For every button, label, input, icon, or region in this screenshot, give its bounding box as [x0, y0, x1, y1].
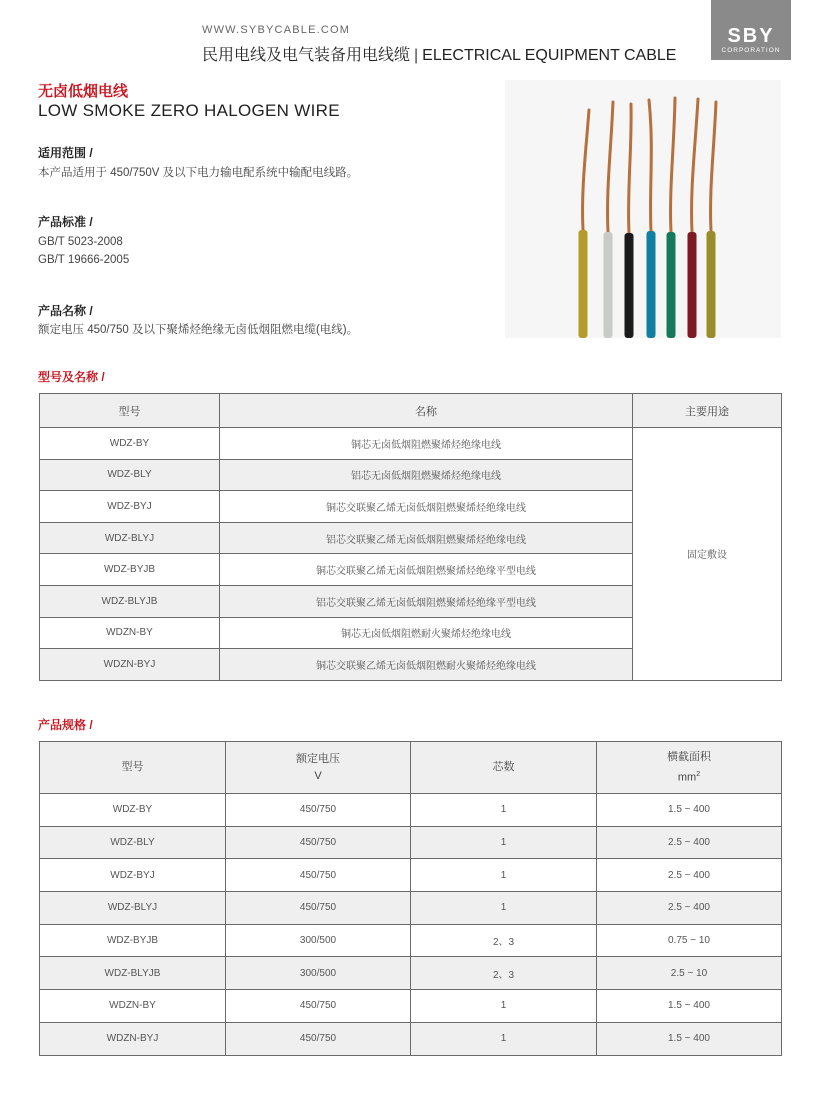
model-cell: WDZ-BYJ	[40, 859, 226, 892]
cores-cell: 2、3	[411, 924, 597, 957]
logo-corporation: CORPORATION	[721, 47, 781, 54]
model-cell: WDZ-BYJB	[40, 554, 220, 586]
model-cell: WDZN-BYJ	[40, 649, 220, 681]
voltage-cell: 450/750	[226, 892, 411, 925]
area-cell: 2.5 ~ 400	[597, 892, 782, 925]
product-title-en: LOW SMOKE ZERO HALOGEN WIRE	[38, 101, 340, 120]
wire-insulation	[647, 231, 656, 338]
wire-insulation	[579, 230, 588, 338]
column-header-cores: 芯数	[411, 742, 597, 794]
logo-mark: SBY	[727, 25, 775, 47]
table-row	[40, 990, 782, 1023]
title-separator: |	[414, 47, 419, 64]
cores-cell: 1	[411, 1022, 597, 1055]
scope-heading: 适用范围 /	[38, 146, 93, 160]
cores-cell: 1	[411, 892, 597, 925]
area-cell: 2.5 ~ 400	[597, 826, 782, 859]
model-cell: WDZN-BY	[40, 617, 220, 649]
voltage-cell: 300/500	[226, 957, 411, 990]
area-cell: 2.5 ~ 400	[597, 859, 782, 892]
product-title-cn: 无卤低烟电线	[38, 83, 129, 100]
model-cell: WDZ-BLY	[40, 826, 226, 859]
table-row	[40, 826, 782, 859]
voltage-label: 额定电压	[296, 752, 340, 765]
name-cell: 铝芯无卤低烟阻燃聚烯烃绝缘电线	[220, 459, 633, 491]
standard-heading: 产品标准 /	[38, 215, 93, 229]
name-cell: 铝芯交联聚乙烯无卤低烟阻燃聚烯烃绝缘电线	[220, 522, 633, 554]
area-cell: 1.5 ~ 400	[597, 1022, 782, 1055]
voltage-unit: V	[314, 769, 322, 782]
scope-text: 本产品适用于 450/750V 及以下电力输电配系统中输配电线路。	[38, 167, 359, 179]
specs-heading: 产品规格 /	[38, 718, 93, 732]
voltage-cell: 450/750	[226, 990, 411, 1023]
model-cell: WDZN-BYJ	[40, 1022, 226, 1055]
models-heading: 型号及名称 /	[38, 370, 105, 384]
table-row	[40, 428, 782, 460]
area-cell: 1.5 ~ 400	[597, 990, 782, 1023]
name-cell: 铜芯无卤低烟阻燃聚烯烃绝缘电线	[220, 428, 633, 460]
area-cell: 2.5 ~ 10	[597, 957, 782, 990]
column-header-voltage	[226, 742, 411, 794]
name-cell: 铝芯交联聚乙烯无卤低烟阻燃聚烯烃绝缘平型电线	[220, 585, 633, 617]
table-row	[40, 892, 782, 925]
wire-illustration	[505, 80, 781, 338]
product-name-heading: 产品名称 /	[38, 304, 93, 318]
name-cell: 铜芯无卤低烟阻燃耐火聚烯烃绝缘电线	[220, 617, 633, 649]
model-cell: WDZ-BYJB	[40, 924, 226, 957]
model-cell: WDZ-BLY	[40, 459, 220, 491]
column-header-model: 型号	[40, 394, 220, 428]
table-row	[40, 924, 782, 957]
wire-insulation	[604, 232, 613, 338]
model-cell: WDZ-BY	[40, 428, 220, 460]
column-header-model: 型号	[40, 742, 226, 794]
catalog-title-en: ELECTRICAL EQUIPMENT CABLE	[422, 47, 677, 64]
copper-conductor	[583, 110, 589, 230]
product-name-text: 额定电压 450/750 及以下聚烯烃绝缘无卤低烟阻燃电缆(电线)。	[38, 324, 359, 336]
copper-conductor	[711, 102, 716, 231]
model-cell: WDZ-BLYJB	[40, 957, 226, 990]
area-label: 横截面积	[667, 750, 711, 763]
standard-item: GB/T 19666-2005	[38, 254, 130, 266]
voltage-cell: 300/500	[226, 924, 411, 957]
copper-conductor	[649, 100, 651, 231]
model-cell: WDZ-BLYJB	[40, 585, 220, 617]
table-row	[40, 794, 782, 827]
table-header-row	[40, 394, 782, 428]
copper-conductor	[692, 99, 698, 232]
model-cell: WDZ-BY	[40, 794, 226, 827]
voltage-cell: 450/750	[226, 794, 411, 827]
catalog-title-cn: 民用电线及电气装备用电线缆	[202, 47, 411, 64]
column-header-name: 名称	[220, 394, 633, 428]
cores-cell: 1	[411, 990, 597, 1023]
standard-item: GB/T 5023-2008	[38, 236, 123, 248]
model-cell: WDZ-BYJ	[40, 491, 220, 523]
area-cell: 1.5 ~ 400	[597, 794, 782, 827]
table-row	[40, 859, 782, 892]
wire-insulation	[707, 231, 716, 338]
table-row	[40, 1022, 782, 1055]
cores-cell: 1	[411, 859, 597, 892]
table-header-row	[40, 742, 782, 794]
cores-cell: 1	[411, 826, 597, 859]
copper-conductor	[671, 98, 675, 232]
specs-table-body	[40, 794, 782, 1056]
table-row	[40, 957, 782, 990]
copper-conductor	[629, 104, 632, 233]
catalog-section-title	[202, 42, 676, 65]
specs-table	[39, 741, 782, 1056]
model-cell: WDZN-BY	[40, 990, 226, 1023]
company-logo	[711, 0, 791, 60]
column-header-area	[597, 742, 782, 794]
area-unit-exponent: 2	[696, 770, 701, 778]
name-cell: 铜芯交联聚乙烯无卤低烟阻燃耐火聚烯烃绝缘电线	[220, 649, 633, 681]
models-table	[39, 393, 782, 681]
wire-insulation	[625, 233, 634, 338]
voltage-cell: 450/750	[226, 859, 411, 892]
usage-cell: 固定敷设	[633, 428, 782, 681]
area-cell: 0.75 ~ 10	[597, 924, 782, 957]
model-cell: WDZ-BLYJ	[40, 892, 226, 925]
column-header-usage: 主要用途	[633, 394, 782, 428]
cores-cell: 1	[411, 794, 597, 827]
website-url: WWW.SYBYCABLE.COM	[202, 24, 351, 36]
voltage-cell: 450/750	[226, 1022, 411, 1055]
voltage-cell: 450/750	[226, 826, 411, 859]
name-cell: 铜芯交联聚乙烯无卤低烟阻燃聚烯烃绝缘电线	[220, 491, 633, 523]
area-unit: mm	[677, 771, 697, 784]
wire-insulation	[688, 232, 697, 338]
model-cell: WDZ-BLYJ	[40, 522, 220, 554]
name-cell: 铜芯交联聚乙烯无卤低烟阻燃聚烯烃绝缘平型电线	[220, 554, 633, 586]
models-table-body	[40, 428, 782, 681]
cores-cell: 2、3	[411, 957, 597, 990]
wire-product-photo	[505, 80, 781, 338]
wire-insulation	[667, 232, 676, 338]
copper-conductor	[608, 102, 613, 232]
